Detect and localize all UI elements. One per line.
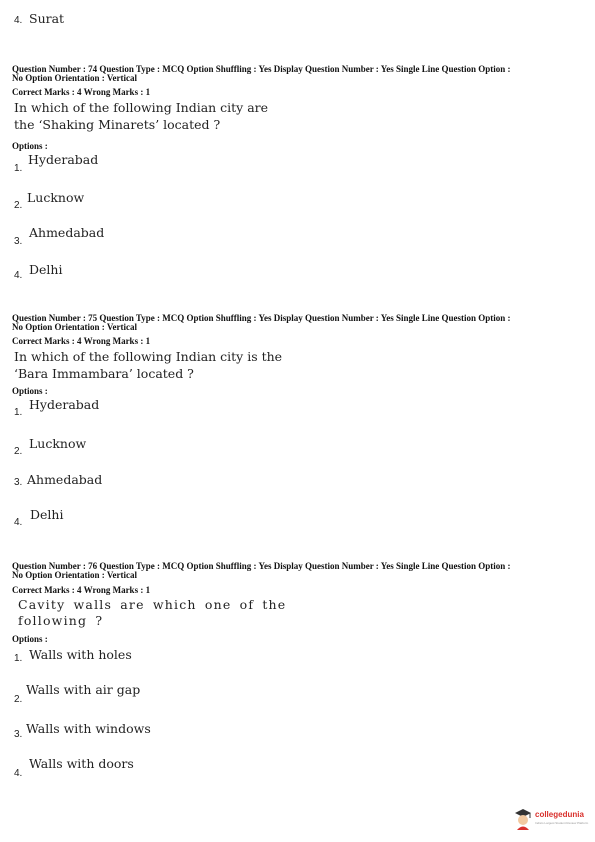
option-number: 2. <box>14 694 23 705</box>
question-text-line: ‘Bara Immambara’ located ? <box>14 366 194 381</box>
option-number: 1. <box>14 407 23 418</box>
logo-wordmark: collegedunia <box>535 810 584 819</box>
option-number: 2. <box>14 200 23 211</box>
options-label: Options : <box>12 634 48 644</box>
question-text-line: In which of the following Indian city is the <box>14 349 283 364</box>
option-number: 4. <box>14 15 23 26</box>
option-text: Lucknow <box>29 436 87 451</box>
option-text: Walls with air gap <box>26 682 141 697</box>
collegedunia-logo <box>513 804 591 832</box>
options-label: Options : <box>12 141 48 151</box>
question-text-line: Cavity walls are which one of the <box>18 597 287 612</box>
question-text-line: In which of the following Indian city are <box>14 100 269 115</box>
option-number: 3. <box>14 729 23 740</box>
marks-line: Correct Marks : 4 Wrong Marks : 1 <box>12 336 151 346</box>
option-text: Hyderabad <box>29 397 100 412</box>
option-number: 3. <box>14 236 23 247</box>
question-meta-line: Question Number : 74 Question Type : MCQ Option Shuffling : Yes Display Question Number : Yes Single Line Question Option : <box>12 64 511 74</box>
marks-line: Correct Marks : 4 Wrong Marks : 1 <box>12 87 151 97</box>
option-number: 1. <box>14 653 23 664</box>
option-text: Delhi <box>29 262 63 277</box>
option-text: Walls with windows <box>26 721 151 736</box>
question-text-line: the ‘Shaking Minarets’ located ? <box>14 117 221 132</box>
option-number: 3. <box>14 477 23 488</box>
question-meta-line: Question Number : 76 Question Type : MCQ Option Shuffling : Yes Display Question Number : Yes Single Line Question Option : <box>12 561 511 571</box>
marks-line: Correct Marks : 4 Wrong Marks : 1 <box>12 585 151 595</box>
option-text: Delhi <box>30 507 64 522</box>
option-text: Ahmedabad <box>29 225 105 240</box>
options-label: Options : <box>12 386 48 396</box>
question-meta-line: No Option Orientation : Vertical <box>12 570 137 580</box>
graduate-mascot-icon <box>513 806 533 830</box>
option-text: Walls with doors <box>29 756 134 771</box>
option-number: 4. <box>14 768 23 779</box>
question-meta-line: No Option Orientation : Vertical <box>12 73 137 83</box>
option-number: 2. <box>14 446 23 457</box>
logo-tagline: India's Largest Student Review Platform <box>535 821 589 825</box>
option-text: Walls with holes <box>29 647 132 662</box>
question-text-line: following ? <box>18 613 104 628</box>
question-meta-line: Question Number : 75 Question Type : MCQ Option Shuffling : Yes Display Question Number : Yes Single Line Question Option : <box>12 313 511 323</box>
option-text: Ahmedabad <box>27 472 103 487</box>
question-meta-line: No Option Orientation : Vertical <box>12 322 137 332</box>
option-number: 4. <box>14 270 23 281</box>
option-text: Surat <box>29 11 65 26</box>
option-text: Lucknow <box>27 190 85 205</box>
option-number: 1. <box>14 163 23 174</box>
option-text: Hyderabad <box>28 152 99 167</box>
option-number: 4. <box>14 517 23 528</box>
